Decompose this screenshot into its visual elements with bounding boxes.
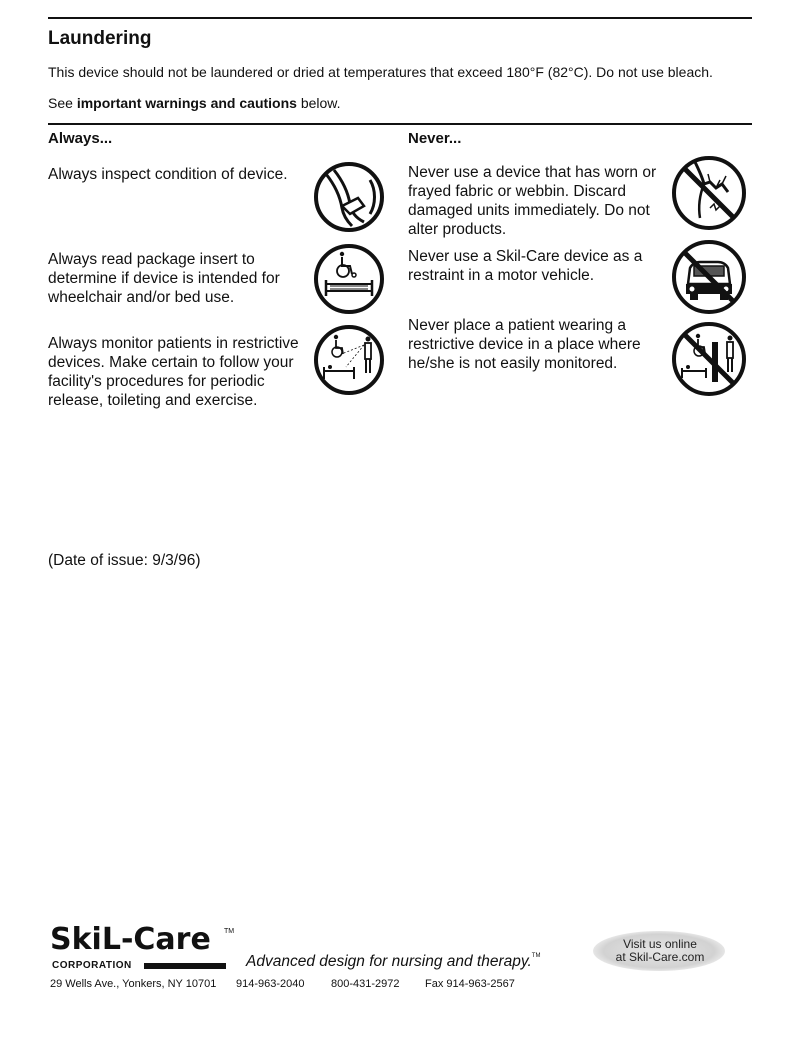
never-item-unmonitored: Never place a patient wearing a restrictive device in a place where he/she is not easily monitored. bbox=[408, 317, 641, 372]
top-rule bbox=[48, 17, 752, 19]
footer-tollfree: 800-431-2972 bbox=[331, 978, 400, 990]
section-rule bbox=[48, 123, 752, 125]
patient-monitoring-icon bbox=[312, 323, 386, 397]
logo-wordmark: SkiL-Care bbox=[50, 922, 211, 957]
footer-fax: Fax 914-963-2567 bbox=[425, 978, 515, 990]
footer-address: 29 Wells Ave., Yonkers, NY 10701 bbox=[50, 978, 217, 990]
warnings-reference: See important warnings and cautions below. bbox=[48, 95, 341, 111]
skil-care-logo bbox=[50, 922, 235, 972]
no-vehicle-icon bbox=[670, 238, 748, 316]
never-item-vehicle: Never use a Skil-Care device as a restraint in a motor vehicle. bbox=[408, 248, 643, 284]
strap-inspection-icon bbox=[312, 160, 386, 234]
laundering-text: This device should not be laundered or dried at temperatures that exceed 180°F (82°C). Do not use bleach. bbox=[48, 64, 713, 80]
always-item-monitor: Always monitor patients in restrictive devices. Make certain to follow your facility's procedures for periodic release, toileting and exercise. bbox=[48, 335, 299, 409]
visit-line-2: at Skil-Care.com bbox=[615, 950, 705, 964]
never-heading: Never... bbox=[408, 130, 462, 147]
date-of-issue: (Date of issue: 9/3/96) bbox=[48, 552, 201, 569]
visit-online-text[interactable] bbox=[600, 938, 720, 964]
no-unmonitored-icon bbox=[670, 320, 748, 398]
wheelchair-bed-icon bbox=[312, 242, 386, 316]
logo-tm: TM bbox=[224, 928, 235, 935]
always-heading: Always... bbox=[48, 130, 113, 147]
tagline: Advanced design for nursing and therapy.™ bbox=[246, 953, 541, 970]
never-item-frayed: Never use a device that has worn or frayed fabric or webbin. Discard damaged units immediately. Do not alter products. bbox=[408, 164, 657, 238]
visit-line-1: Visit us online bbox=[623, 937, 697, 951]
always-item-package-insert: Always read package insert to determine if device is intended for wheelchair and/or bed use. bbox=[48, 251, 280, 306]
always-item-inspect: Always inspect condition of device. bbox=[48, 166, 288, 183]
laundering-heading: Laundering bbox=[48, 28, 152, 49]
footer-phone: 914-963-2040 bbox=[236, 978, 305, 990]
logo-corporation: CORPORATION bbox=[52, 960, 132, 971]
no-frayed-strap-icon bbox=[670, 154, 748, 232]
logo-bar bbox=[144, 963, 226, 969]
